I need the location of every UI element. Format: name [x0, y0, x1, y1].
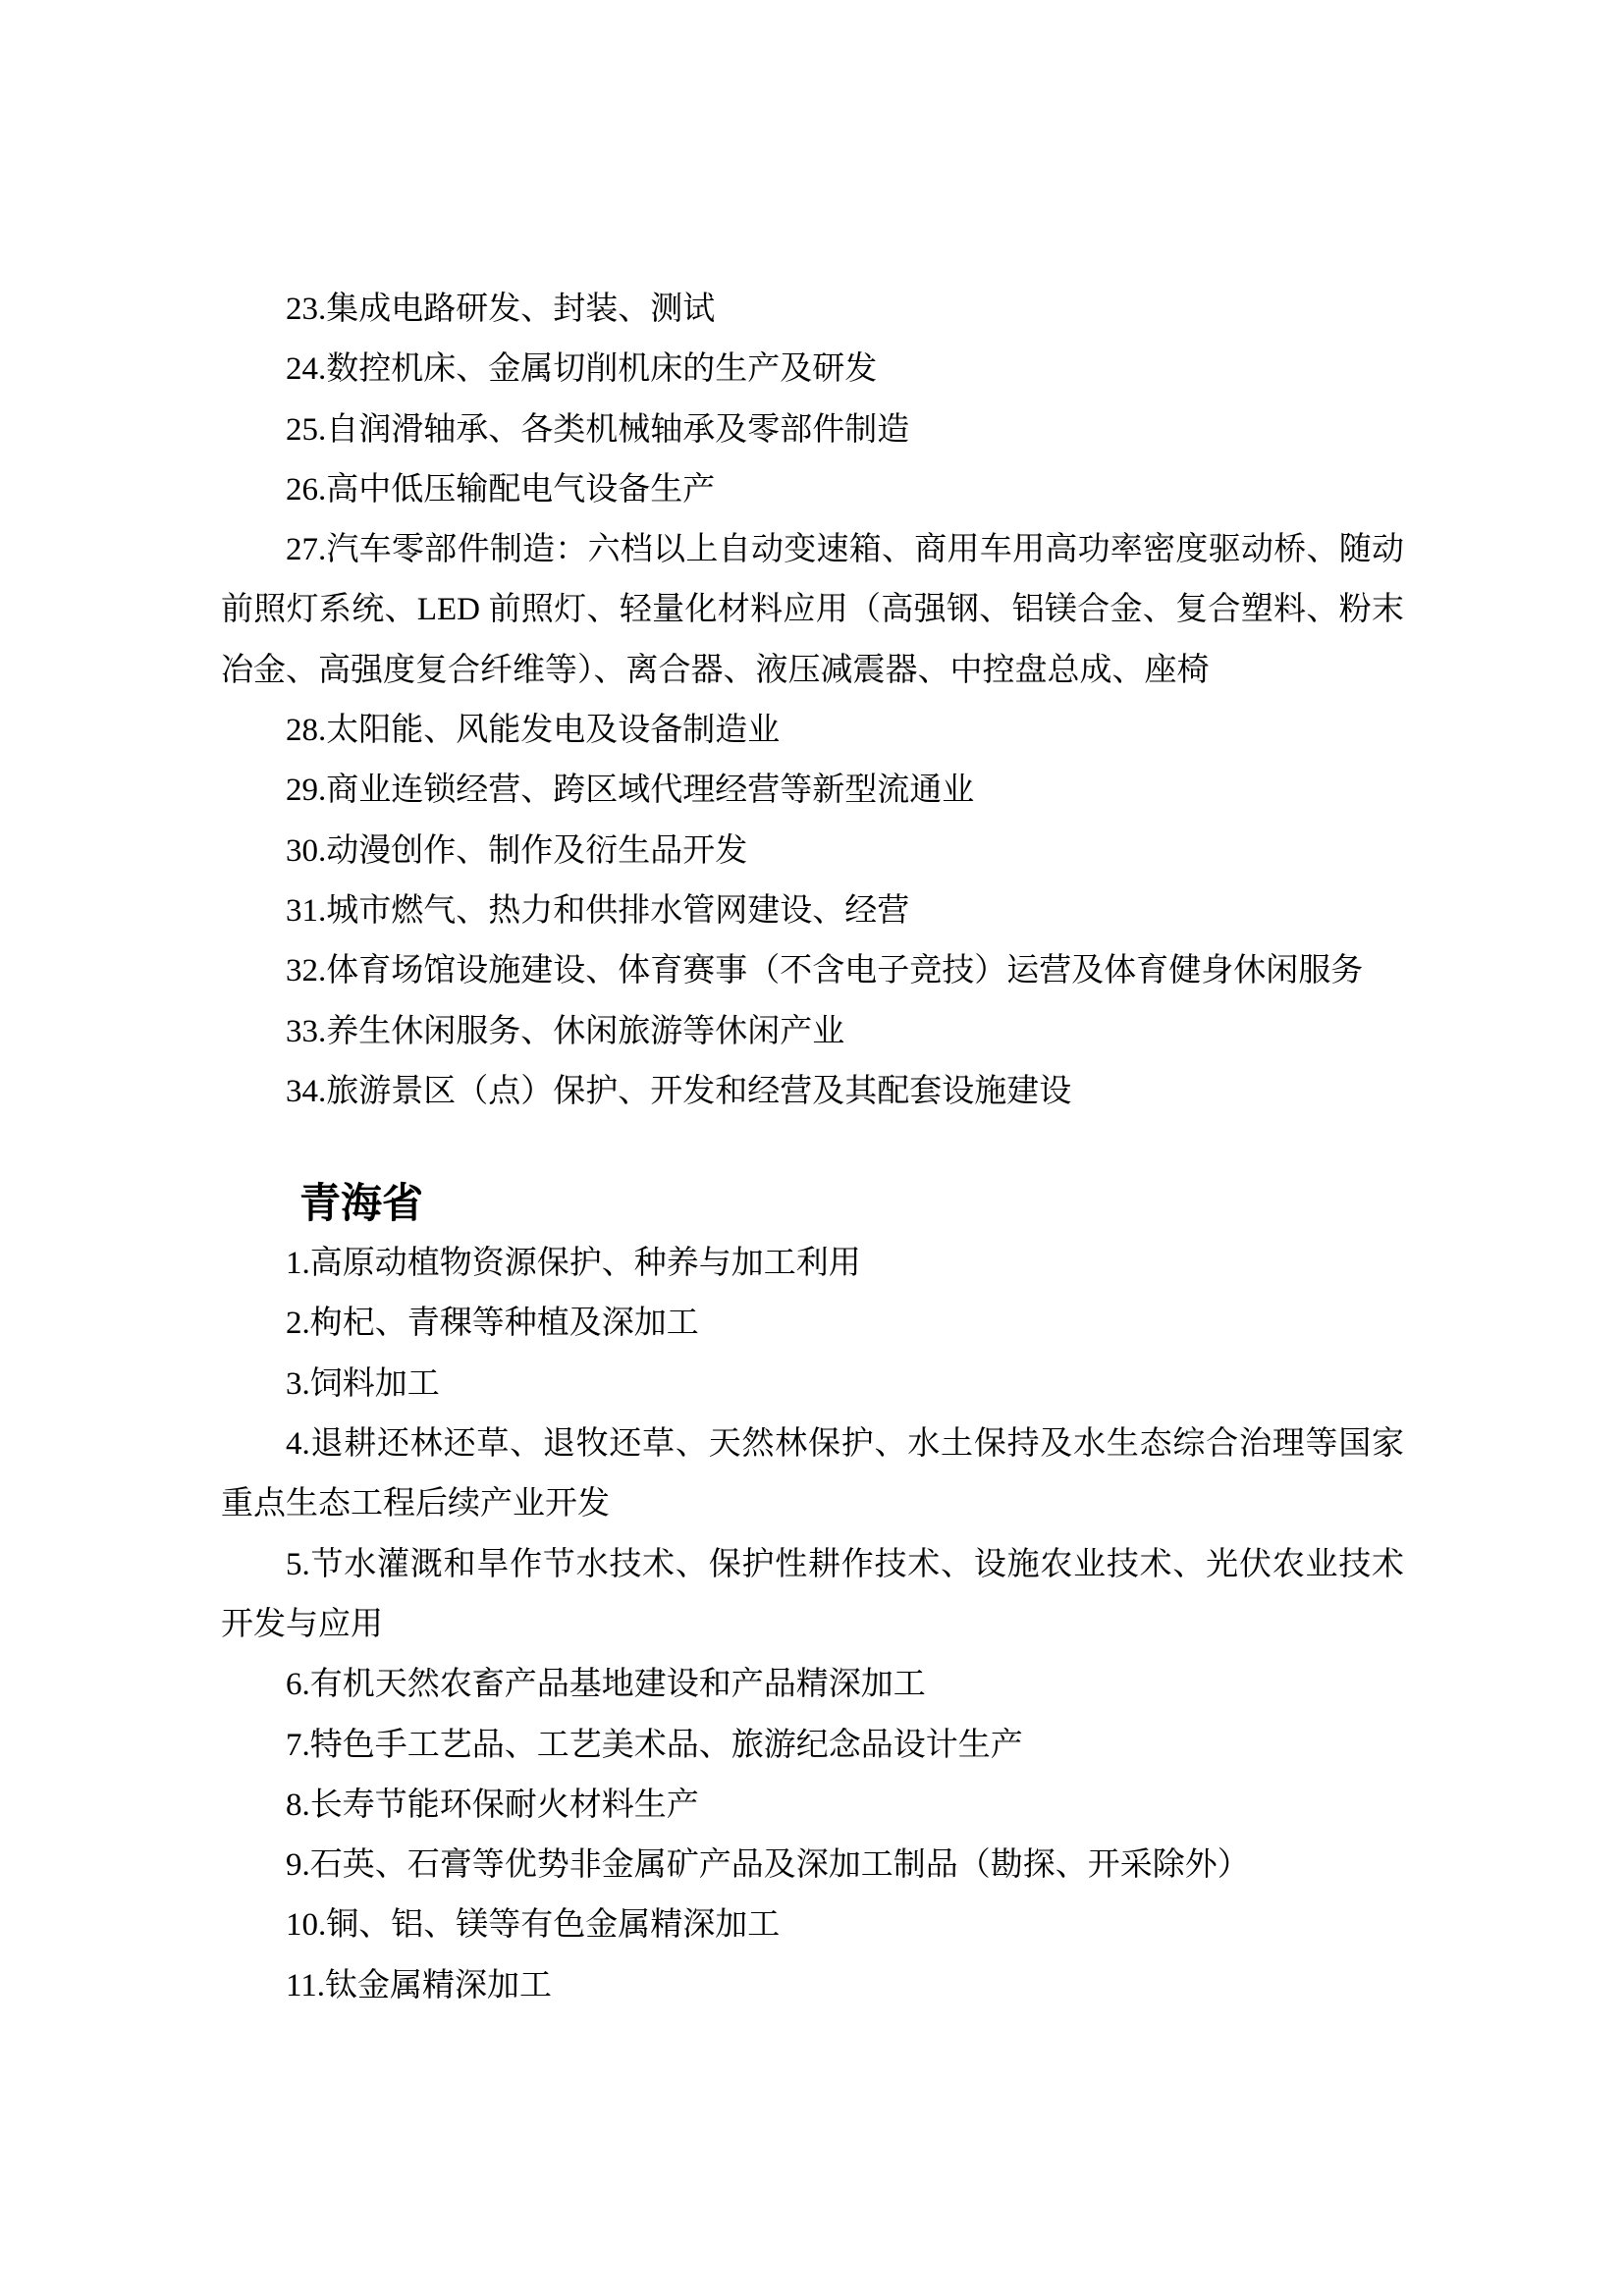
list-item: 27.汽车零部件制造：六档以上自动变速箱、商用车用高功率密度驱动桥、随动前照灯系统、LED 前照灯、轻量化材料应用（高强钢、铝镁合金、复合塑料、粉末冶金、高强度复合纤维等）、离合器、液压减震器、中控盘总成、座椅	[221, 532, 1404, 688]
section-qinghai-province	[221, 1173, 1404, 2016]
list-item: 23.集成电路研发、封装、测试	[286, 292, 716, 327]
list-item: 3.饲料加工	[286, 1365, 440, 1402]
list-item: 6.有机天然农畜产品基地建设和产品精深加工	[286, 1667, 926, 1703]
list-item: 31.城市燃气、热力和供排水管网建设、经营	[286, 892, 910, 929]
list-item: 11.钛金属精深加工	[286, 1967, 553, 2003]
list-item: 5.节水灌溉和旱作节水技术、保护性耕作技术、设施农业技术、光伏农业技术开发与应用	[221, 1546, 1404, 1642]
section-previous-province-continued	[221, 280, 1404, 1122]
list-item: 32.体育场馆设施建设、体育赛事（不含电子竞技）运营及体育健身休闲服务	[286, 953, 1364, 989]
list-item: 26.高中低压输配电气设备生产	[286, 471, 716, 507]
list-item: 30.动漫创作、制作及衍生品开发	[286, 832, 748, 869]
list-item: 10.铜、铝、镁等有色金属精深加工	[286, 1907, 781, 1944]
industry-list-continued	[221, 280, 1404, 1122]
province-heading: 青海省	[299, 1180, 424, 1227]
list-item: 8.长寿节能环保耐火材料生产	[286, 1787, 699, 1823]
list-item: 1.高原动植物资源保护、种养与加工利用	[286, 1246, 861, 1282]
list-item: 9.石英、石膏等优势非金属矿产品及深加工制品（勘探、开采除外）	[286, 1847, 1250, 1884]
list-item: 4.退耕还林还草、退牧还草、天然林保护、水土保持及水生态综合治理等国家重点生态工程后续产业开发	[221, 1426, 1404, 1522]
list-item: 34.旅游景区（点）保护、开发和经营及其配套设施建设	[286, 1073, 1072, 1109]
list-item: 28.太阳能、风能发电及设备制造业	[286, 713, 781, 749]
industry-list-qinghai	[221, 1234, 1404, 2016]
list-item: 25.自润滑轴承、各类机械轴承及零部件制造	[286, 411, 910, 448]
list-item: 2.枸杞、青稞等种植及深加工	[286, 1306, 699, 1342]
list-item: 33.养生休闲服务、休闲旅游等休闲产业	[286, 1013, 845, 1049]
list-item: 29.商业连锁经营、跨区域代理经营等新型流通业	[286, 773, 975, 809]
document-content	[221, 280, 1404, 2016]
list-item: 24.数控机床、金属切削机床的生产及研发	[286, 351, 878, 388]
list-item: 7.特色手工艺品、工艺美术品、旅游纪念品设计生产	[286, 1727, 1023, 1763]
